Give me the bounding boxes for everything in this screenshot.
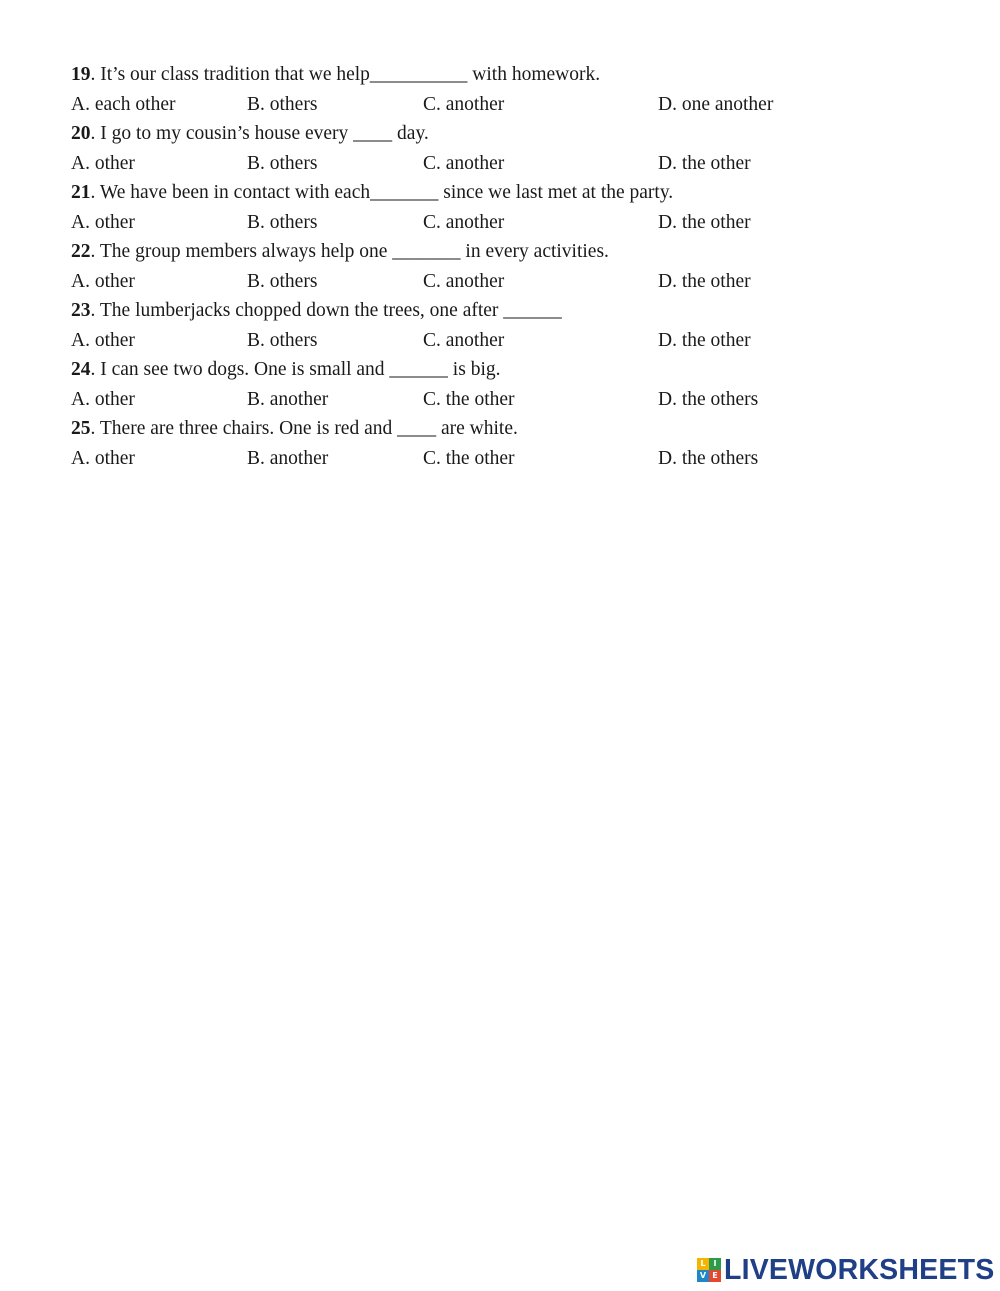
option-c: C. another (423, 329, 505, 351)
options-25 (71, 444, 951, 474)
question-number: 24 (71, 359, 91, 380)
option-b: B. others (247, 270, 318, 292)
option-d: D. the other (658, 329, 751, 351)
option-b: B. another (247, 388, 329, 410)
question-text: . There are three chairs. One is red and ____ are white. (90, 418, 518, 439)
question-24 (71, 355, 951, 385)
question-text: . The group members always help one _______ in every activities. (90, 241, 609, 262)
logo-letter: V (697, 1270, 709, 1282)
logo-letter: I (709, 1258, 721, 1270)
question-number: 21 (71, 182, 91, 203)
option-b: B. others (247, 329, 318, 351)
option-c: C. another (423, 211, 505, 233)
option-d: D. one another (658, 93, 774, 115)
option-b: B. another (247, 447, 329, 469)
question-text: . It’s our class tradition that we help__________ with homework. (90, 64, 601, 85)
option-c: C. the other (423, 447, 515, 469)
option-a: A. other (71, 329, 135, 351)
option-d: D. the others (658, 388, 759, 410)
question-text: . The lumberjacks chopped down the trees, one after ______ (90, 300, 562, 321)
question-number: 22 (71, 241, 91, 262)
liveworksheets-logo-icon (697, 1258, 721, 1282)
option-b: B. others (247, 211, 318, 233)
question-text: . We have been in contact with each_______ since we last met at the party. (90, 182, 674, 203)
options-23 (71, 326, 951, 356)
options-21 (71, 208, 951, 238)
question-number: 20 (71, 123, 91, 144)
option-d: D. the others (658, 447, 759, 469)
option-c: C. another (423, 93, 505, 115)
worksheet (71, 60, 951, 473)
question-25 (71, 414, 951, 444)
question-23 (71, 296, 951, 326)
option-d: D. the other (658, 270, 751, 292)
option-b: B. others (247, 93, 318, 115)
options-24 (71, 385, 951, 415)
question-number: 19 (71, 64, 91, 85)
question-22 (71, 237, 951, 267)
liveworksheets-logo (697, 1255, 994, 1285)
option-a: A. each other (71, 93, 176, 115)
option-c: C. another (423, 152, 505, 174)
option-a: A. other (71, 388, 135, 410)
option-a: A. other (71, 152, 135, 174)
option-a: A. other (71, 211, 135, 233)
question-number: 23 (71, 300, 91, 321)
options-19 (71, 90, 951, 120)
options-20 (71, 149, 951, 179)
logo-letter: E (709, 1270, 721, 1282)
option-d: D. the other (658, 211, 751, 233)
question-19 (71, 60, 951, 90)
question-text: . I can see two dogs. One is small and ______ is big. (90, 359, 501, 380)
question-21 (71, 178, 951, 208)
options-22 (71, 267, 951, 297)
question-text: . I go to my cousin’s house every ____ day. (90, 123, 429, 144)
question-20 (71, 119, 951, 149)
option-c: C. the other (423, 388, 515, 410)
liveworksheets-logo-text: LIVEWORKSHEETS (724, 1254, 995, 1286)
logo-letter: L (697, 1258, 709, 1270)
option-d: D. the other (658, 152, 751, 174)
question-number: 25 (71, 418, 91, 439)
option-a: A. other (71, 270, 135, 292)
option-b: B. others (247, 152, 318, 174)
option-a: A. other (71, 447, 135, 469)
option-c: C. another (423, 270, 505, 292)
